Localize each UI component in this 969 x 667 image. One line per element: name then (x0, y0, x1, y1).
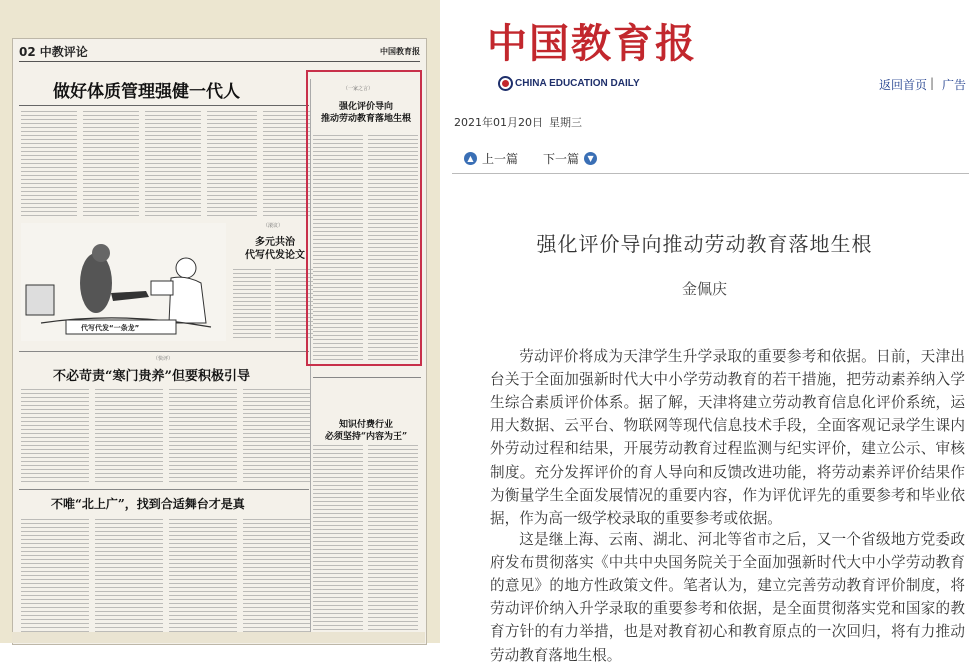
arrow-up-icon: ▲ (464, 152, 477, 165)
article-text-block (207, 111, 257, 216)
article-text-block (313, 445, 363, 640)
article-paragraph: 劳动评价将成为天津学生升学录取的重要参考和依据。日前，天津出台关于全面加强新时代大中小学劳动教育的若干措施，把劳动素养纳入学生综合素质评价体系。据了解，天津将建立劳动教育信息化评价系统，运用大数据、云平台、物联网等现代信息技术手段，全面客观记录学生课内外劳动过程和结果，开展劳动教育过程监测与纪实评价，建立公示、审核制度。充分发挥评价的育人导向和反馈改进功能，将劳动素养评价结果作为衡量学生全面发展情况的重要内容，作为评优评先的重要参考和毕业依据，作为高一级学校录取的重要参考或依据。 (490, 347, 965, 528)
divider (313, 377, 421, 378)
article-text-block (95, 389, 163, 484)
article-text-block (95, 519, 163, 639)
headline-3: 不必苛责“寒门贵养”但要积极引导 (53, 369, 250, 384)
headline-4-line1: 知识付费行业 (338, 420, 393, 430)
ad-link[interactable]: 广告 (942, 78, 967, 92)
mid-headline (235, 236, 315, 262)
kicker-3: （快评） (153, 356, 174, 362)
article-text-block (169, 519, 237, 639)
date-text: 2021年01月20日 (454, 116, 543, 129)
header-divider (452, 173, 969, 174)
newspaper-panel (0, 0, 440, 643)
prev-article-button[interactable] (464, 150, 518, 167)
article-text-block (21, 519, 89, 639)
mid-kicker: （滚议） (263, 223, 284, 229)
page-masthead-small: 中国教育报 (380, 46, 420, 56)
page-number: 02 (19, 45, 36, 59)
article-text-block (21, 389, 89, 484)
home-link[interactable]: 返回首页 (879, 78, 928, 92)
article-panel (440, 0, 969, 664)
article-text-block (21, 111, 77, 216)
article-text-block (263, 111, 311, 216)
next-label: 下一篇 (543, 152, 580, 166)
headline-4 (311, 419, 421, 443)
article-text-block (243, 389, 311, 484)
article-text-block (368, 445, 418, 640)
site-logo[interactable]: 中国教育报 (487, 20, 697, 67)
arrow-down-icon: ▼ (584, 152, 597, 165)
article-title: 强化评价导向推动劳动教育落地生根 (536, 232, 873, 256)
prev-label: 上一篇 (482, 152, 519, 166)
cartoon-illustration (21, 223, 226, 341)
weekday-text: 星期三 (549, 116, 582, 129)
headline-4-line2: 必须坚持“内容为王” (324, 432, 408, 442)
next-page-strip (12, 632, 425, 643)
article-text-block (83, 111, 139, 216)
page-section: 中教评论 (39, 45, 88, 59)
divider (19, 351, 309, 352)
mid-headline-line2: 代写代发论文 (245, 250, 305, 261)
link-separator: | (930, 76, 935, 90)
article-text-block (145, 111, 201, 216)
highlight-headline-line1: 强化评价导向 (338, 102, 393, 112)
article-paragraph: 这是继上海、云南、湖北、河北等省市之后，又一个省级地方党委政府发布贯彻落实《中共中央国务院关于全面加强新时代大中小学劳动教育的意见》的地方性政策文件。笔者认为，建立完善劳动教育评价制度，将劳动评价纳入升学录取的重要参考和依据，是全面贯彻落实党和国家的教育方针的有力举措，也是对教育初心和教育原点的一次回归，将有力推动劳动教育落地生根。 (490, 530, 965, 664)
article-text-block (233, 269, 271, 339)
site-logo-english: CHINA EDUCATION DAILY (515, 78, 640, 89)
cartoon-banner: 代写代发“一条龙” (81, 324, 140, 332)
logo-emblem-icon (498, 76, 513, 91)
highlight-kicker: （一家之言） (343, 86, 374, 92)
page-header (19, 43, 420, 62)
headline-5: 不唯“北上广”，找到合适舞台才是真 (51, 497, 245, 511)
article-text-block (169, 389, 237, 484)
divider (19, 489, 309, 490)
selected-article-highlight[interactable] (306, 70, 422, 366)
next-article-button[interactable] (543, 150, 597, 167)
divider (19, 105, 309, 106)
highlight-headline-line2: 推动劳动教育落地生根 (320, 114, 411, 124)
article-author: 金佩庆 (681, 280, 727, 298)
issue-date (454, 114, 582, 130)
article-text-block (243, 519, 311, 639)
headline-main: 做好体质管理强健一代人 (53, 82, 240, 102)
mid-headline-line1: 多元共治 (255, 237, 295, 248)
